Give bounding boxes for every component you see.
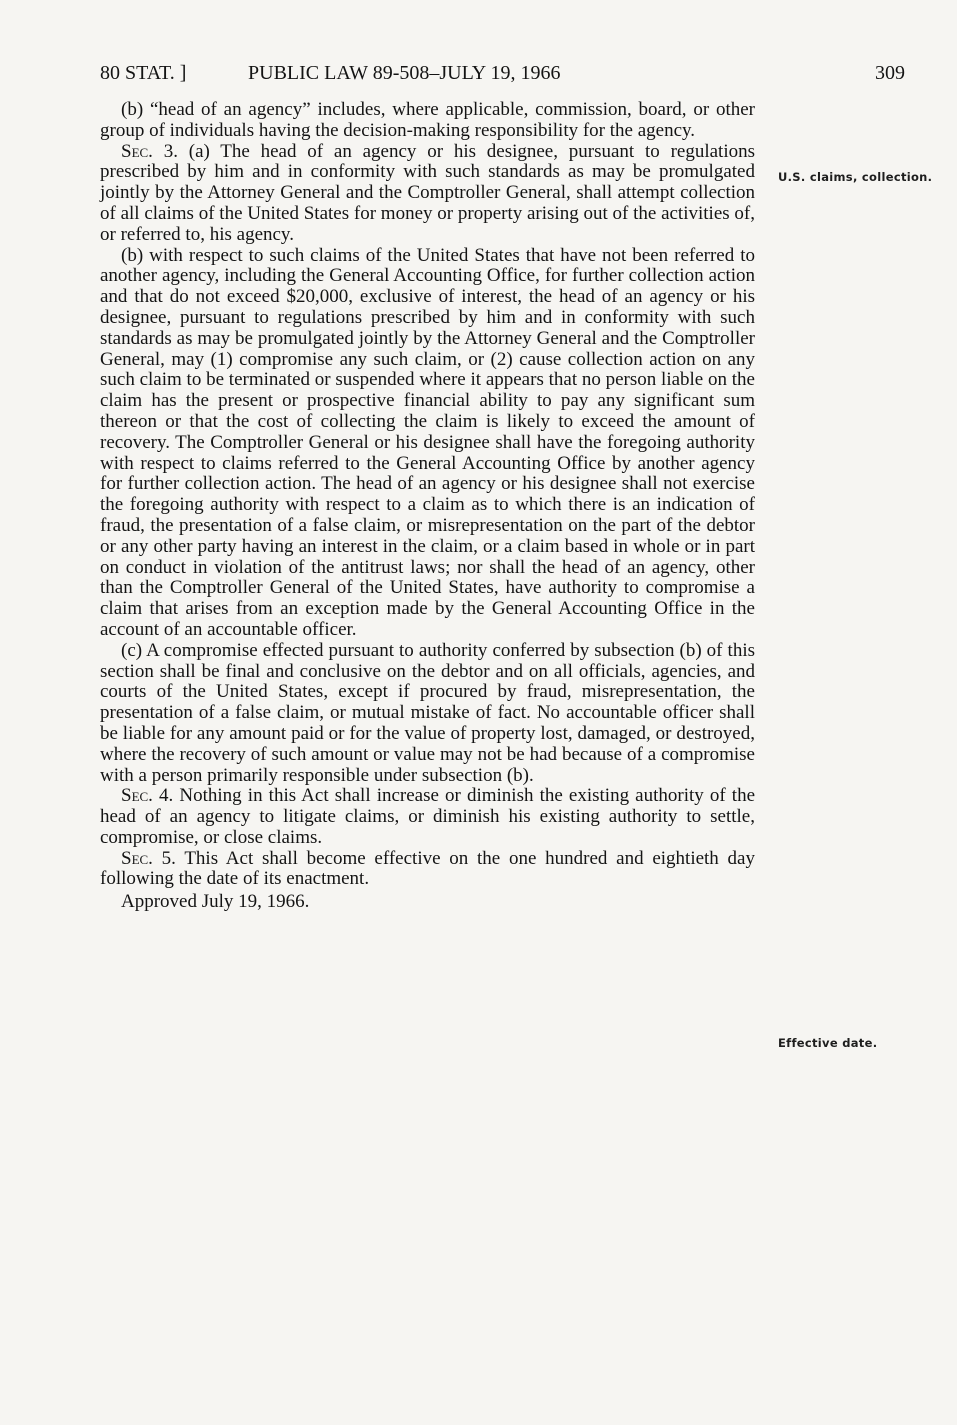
section-5-text: This Act shall become effective on the one hundred and eightieth day following the date of its enactment. (100, 847, 755, 890)
section-5 (100, 849, 755, 891)
section-3-label: Sec. 3. (121, 140, 178, 162)
section-3-c: (c) A compromise effected pursuant to authority conferred by subsection (b) of this section shall be final and conclusive on the debtor and on all officials, agencies, and courts of the United States, except if procured by fraud, misrepresentation, the presentation of a false claim, or mutual mistake of fact. No accountable officer shall be liable for any amount paid or for the value of property lost, damaged, or destroyed, where the recovery of such amount or value may not be had because of a compromise with a person primarily responsible under subsection (b). (100, 639, 755, 786)
section-3-b: (b) with respect to such claims of the United States that have not been referred to another agency, including the General Accounting Office, for further collection action and that do not exceed $20,000, exclusive of interest, the head of an agency or his designee, pursuant to regulations prescribed by him and in conformity with such standards as may be promulgated jointly by the Attorney General and the Comptroller General, may (1) compromise any such claim, or (2) cause collection action on any such claim to be terminated or suspended where it appears that no person liable on the claim has the present or prospective financial ability to pay any significant sum thereon or that the cost of collecting the claim is likely to exceed the amount of recovery. The Comptroller General or his designee shall have the foregoing authority with respect to claims referred to the General Accounting Office by another agency for further collection action. The head of an agency or his designee shall not exercise the foregoing authority with respect to a claim as to which there is an indication of fraud, the presentation of a false claim, or misrepresentation on the part of the debtor or any other party having an interest in the claim, or a claim based in whole or in part on conduct in violation of the antitrust laws; nor shall the head of an agency, other than the Comptroller General of the United States, have authority to compromise a claim that arises from an exception made by the General Accounting Office in the account of an accountable officer. (100, 244, 755, 640)
section-3-a (100, 142, 755, 246)
running-title: PUBLIC LAW 89-508–JULY 19, 1966 (248, 62, 561, 84)
margin-note-claims-collection: U.S. claims, collection. (778, 170, 933, 184)
margin-note-effective-date: Effective date. (778, 1036, 878, 1050)
body-text (100, 100, 755, 913)
section-4 (100, 786, 755, 848)
statute-volume: 80 STAT. ] (100, 62, 187, 84)
definition-paragraph: (b) “head of an agency” includes, where applicable, commission, board, or other group of individuals having the decision-making responsibility for the agency. (100, 99, 755, 141)
page-number: 309 (875, 62, 905, 84)
section-5-label: Sec. 5. (121, 847, 176, 869)
section-3-a-text: (a) The head of an agency or his designee, pursuant to regulations prescribed by him and in conformity with such standards as may be promulgated jointly by the Attorney General and the Comptroller General, shall attempt collection of all claims of the United States for money or property arising out of the activities of, or referred to, his agency. (100, 140, 755, 245)
page-header (100, 62, 905, 92)
approval-date: Approved July 19, 1966. (121, 891, 310, 913)
section-4-text: Nothing in this Act shall increase or diminish the existing authority of the head of an agency to litigate claims, or diminish his existing authority to settle, compromise, or close claims. (100, 785, 756, 848)
section-4-label: Sec. 4. (121, 785, 174, 807)
